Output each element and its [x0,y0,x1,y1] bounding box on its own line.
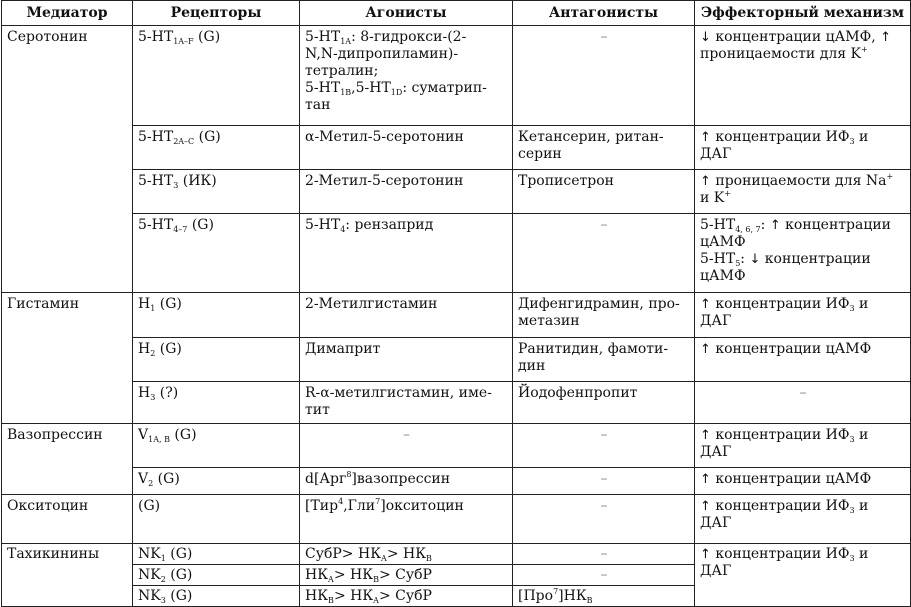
table-row [2,126,911,170]
antagonist-cell: – [513,495,695,544]
table-row [2,170,911,214]
header-mediator: Медиатор [2,1,133,26]
effector-cell: ↑ концентрации $ИФ_3$ и ДАГ [695,424,911,468]
mediator-histamine: Гистамин [2,293,133,424]
receptor-cell: $H_3$ (?) [133,382,300,424]
receptor-cell: $H_1$ (G) [133,293,300,338]
effector-cell: ↑ концентрации $ИФ_3$ и ДАГ [695,126,911,170]
receptor-cell: $V_{1A, B}$ (G) [133,424,300,468]
arrow-up-icon: ↑ [700,547,711,562]
receptor-cell: $5-HT_{2A-C}$ (G) [133,126,300,170]
antagonist-cell: Йодофенпропит [513,382,695,424]
mediator-vasopressin: Вазопрессин [2,424,133,495]
table-row [2,338,911,382]
arrow-up-icon: ↑ [880,30,892,45]
receptor-cell: $5-HT_3$ (ИК) [133,170,300,214]
agonist-cell: СубР> $НК_A> НК_B$ [300,544,513,565]
header-row [2,1,911,26]
header-agonists: Агонисты [300,1,513,26]
antagonist-cell: $[Про^7]НК_B$ [513,586,695,607]
header-effector: Эффекторный механизм [695,1,911,26]
effector-cell: ↑ концентрации $ИФ_3$ и ДАГ [695,544,911,607]
arrow-up-icon: ↑ [700,472,711,487]
agonist-cell: α-Метил-5-серотонин [300,126,513,170]
effector-cell: – [695,382,911,424]
receptor-cell: (G) [133,495,300,544]
table-row [2,544,911,565]
table-row [2,382,911,424]
antagonist-cell: Кетансерин, ритан- серин [513,126,695,170]
antagonist-cell: – [513,214,695,293]
agonist-cell: – [300,424,513,468]
agonist-cell: $5-HT_{1A}$: 8-гидрокси-(2- N,N-дипропиламин)- тетралин; $5-HT_{1B},5-HT_{1D}$: суматрип- тан [300,26,513,126]
agonist-cell: $5-HT_4$: рензаприд [300,214,513,293]
antagonist-cell: – [513,26,695,126]
effector-cell: $5-HT_{4, 6, 7}$: ↑ концентрации цАМФ $5-HT_5$: ↓ концентрации цАМФ [695,214,911,293]
arrow-up-icon: ↑ [700,342,711,357]
effector-cell: ↓ концентрации цАМФ, ↑ проницаемости для K+ [695,26,911,126]
effector-cell: ↑ концентрации $ИФ_3$ и ДАГ [695,293,911,338]
table-row [2,293,911,338]
effector-cell: ↑ проницаемости для Na+ и K+ [695,170,911,214]
receptor-cell: $NK_1$ (G) [133,544,300,565]
mediator-oxytocin: Окситоцин [2,495,133,544]
agonist-cell: R-α-метилгистамин, име- тит [300,382,513,424]
table-row [2,495,911,544]
receptor-cell: $H_2$ (G) [133,338,300,382]
mediator-serotonin: Серотонин [2,26,133,293]
effector-cell: ↑ концентрации цАМФ [695,468,911,495]
table-row [2,26,911,126]
header-receptors: Рецепторы [133,1,300,26]
antagonist-cell: Ранитидин, фамоти- дин [513,338,695,382]
antagonist-cell: – [513,468,695,495]
antagonist-cell: – [513,424,695,468]
agonist-cell: d[Арг$^8$]вазопрессин [300,468,513,495]
arrow-up-icon: ↑ [700,130,711,145]
receptor-cell: $V_2$ (G) [133,468,300,495]
receptor-cell: $NK_3$ (G) [133,586,300,607]
receptor-cell: $5-HT_{1A-F}$ (G) [133,26,300,126]
agonist-cell: [Тир$^4$,Гли$^7$]окситоцин [300,495,513,544]
receptor-cell: $NK_2$ (G) [133,565,300,586]
antagonist-cell: Трописетрон [513,170,695,214]
receptor-cell: $5-HT_{4-7}$ (G) [133,214,300,293]
table-row [2,214,911,293]
table-row [2,424,911,468]
arrow-down-icon: ↓ [749,252,761,267]
mediator-tachykinins: Тахикинины [2,544,133,607]
arrow-down-icon: ↓ [700,30,711,45]
agonist-cell: Димаприт [300,338,513,382]
effector-cell: ↑ концентрации цАМФ [695,338,911,382]
agonist-cell: $НК_B> НК_A>$ СубР [300,586,513,607]
antagonist-cell: – [513,544,695,565]
effector-cell: ↑ концентрации $ИФ_3$ и ДАГ [695,495,911,544]
arrow-up-icon: ↑ [700,174,711,189]
arrow-up-icon: ↑ [700,428,711,443]
arrow-up-icon: ↑ [700,499,711,514]
receptor-table [1,0,911,607]
agonist-cell: 2-Метилгистамин [300,293,513,338]
agonist-cell: 2-Метил-5-серотонин [300,170,513,214]
arrow-up-icon: ↑ [700,297,711,312]
antagonist-cell: – [513,565,695,586]
antagonist-cell: Дифенгидрамин, про- метазин [513,293,695,338]
agonist-cell: $НК_A> НК_B>$ СубР [300,565,513,586]
table-row [2,468,911,495]
arrow-up-icon: ↑ [769,218,781,233]
header-antagonists: Антагонисты [513,1,695,26]
